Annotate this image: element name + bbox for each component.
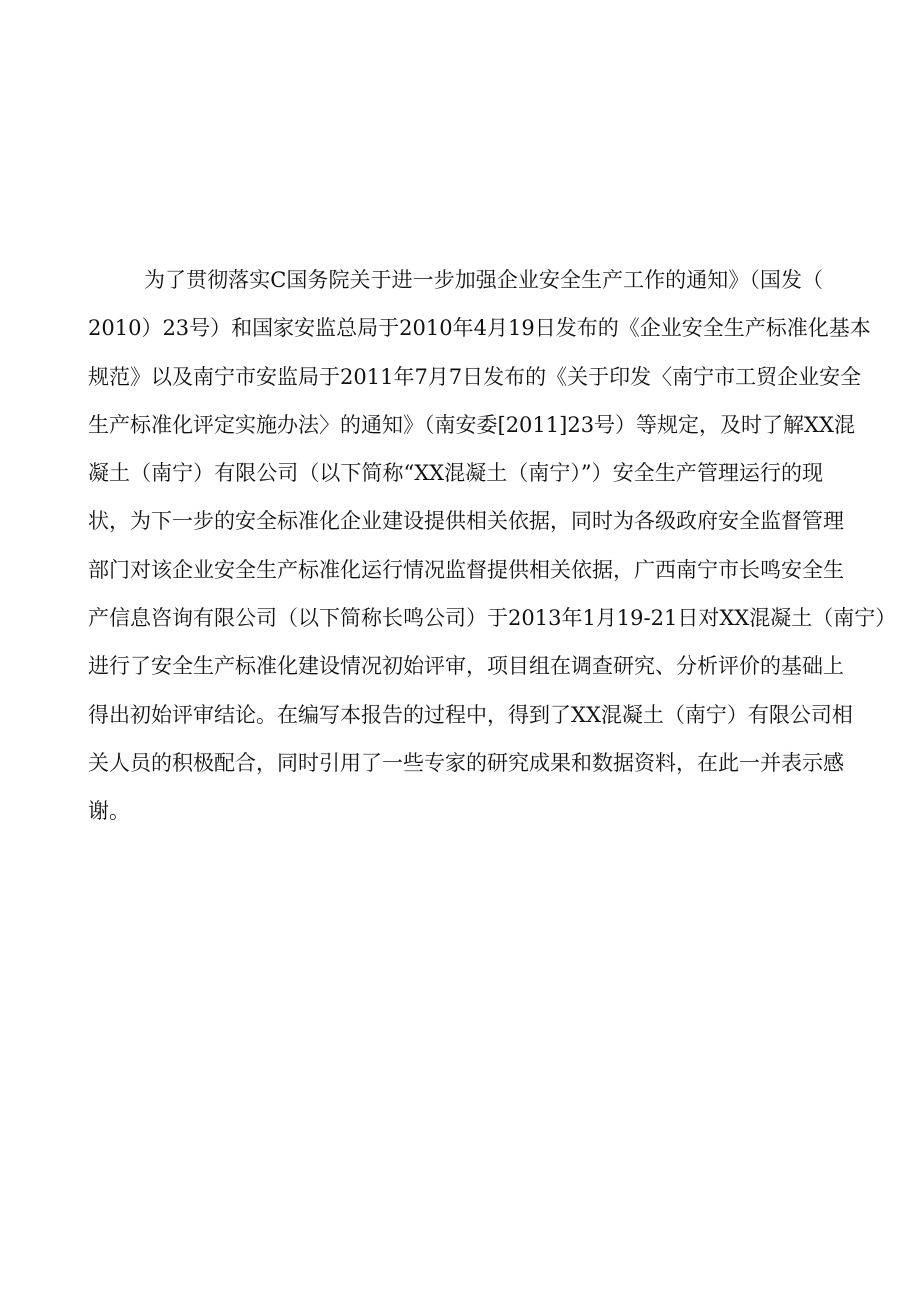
paragraph-line: 进行了安全生产标准化建设情况初始评审，项目组在调查研究、分析评价的基础上 — [88, 654, 844, 679]
paragraph-line: 规范》以及南宁市安监局于2011年7月7日发布的《关于印发〈南宁市工贸企业安全 — [88, 364, 862, 389]
paragraph-line: 状，为下一步的安全标准化企业建设提供相关依据，同时为各级政府安全监督管理 — [88, 509, 844, 534]
paragraph-line: 部门对该企业安全生产标准化运行情况监督提供相关依据，广西南宁市长鸣安全生 — [88, 557, 844, 582]
paragraph-line: 2010）23号）和国家安监总局于2010年4月19日发布的《企业安全生产标准化基本 — [88, 316, 871, 341]
paragraph-line: 得出初始评审结论。在编写本报告的过程中，得到了XX混凝土（南宁）有限公司相 — [88, 702, 853, 727]
paragraph-line: 生产标准化评定实施办法〉的通知》（南安委[2011]23号）等规定，及时了解XX混 — [88, 412, 855, 437]
body-paragraph — [88, 256, 897, 836]
paragraph-line: 关人员的积极配合，同时引用了一些专家的研究成果和数据资料，在此一并表示感 — [88, 750, 844, 775]
paragraph-line: 凝土（南宁）有限公司（以下简称“XX混凝土（南宁）”）安全生产管理运行的现 — [88, 461, 823, 486]
paragraph-line: 产信息咨询有限公司（以下简称长鸣公司）于2013年1月19-21日对XX混凝土（南宁） — [88, 606, 897, 631]
paragraph-line: 为了贯彻落实C国务院关于进一步加强企业安全生产工作的通知》（国发（ — [144, 268, 823, 292]
paragraph-line: 谢。 — [88, 799, 130, 824]
